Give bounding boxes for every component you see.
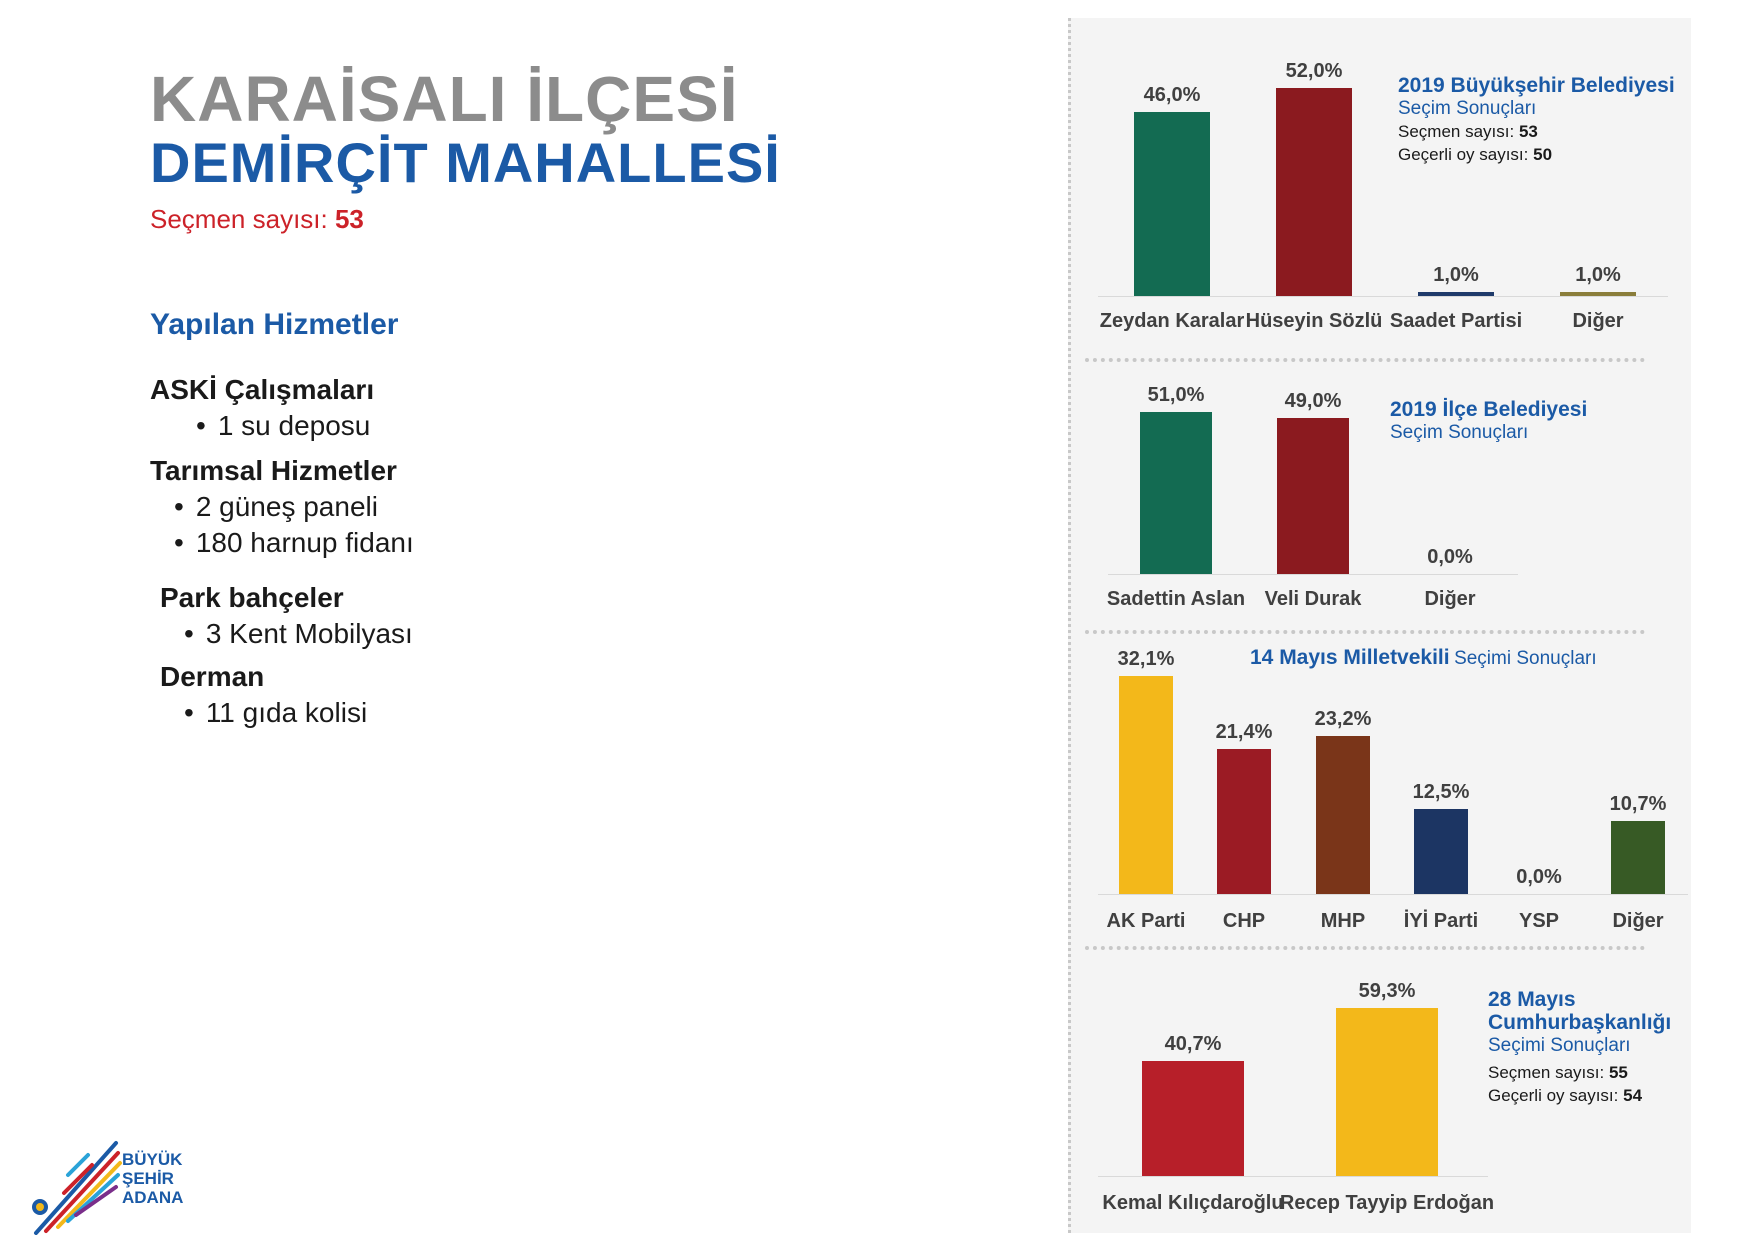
logo-line: ADANA (122, 1188, 184, 1207)
chart-baseline (1098, 296, 1668, 297)
legend-voters (1398, 120, 1675, 143)
chart-baseline (1108, 574, 1518, 575)
legend-valid (1488, 1084, 1671, 1107)
neighborhood-title: DEMİRÇİT MAHALLESİ (150, 131, 781, 194)
data-label: 46,0% (1143, 84, 1201, 106)
data-label: 1,0% (1433, 264, 1479, 286)
service-item: • 2 güneş paneli (174, 491, 378, 523)
bar-kemal-k-l-daro-lu (1142, 1061, 1244, 1176)
legend-valid (1398, 143, 1675, 166)
chart-baseline (1098, 894, 1688, 895)
legend-voters (1488, 1061, 1671, 1084)
category-label: Kemal Kılıçdaroğlu (1102, 1192, 1284, 1214)
category-label: Recep Tayyip Erdoğan (1279, 1192, 1495, 1214)
bar-mhp (1316, 736, 1370, 894)
legend-valid-label: Geçerli oy sayısı: (1398, 145, 1529, 164)
category-label: Saadet Partisi (1389, 310, 1523, 332)
bar-di-er (1611, 821, 1665, 894)
service-item: • 3 Kent Mobilyası (184, 618, 413, 650)
legend-voters-label: Seçmen sayısı: (1488, 1063, 1605, 1082)
category-label: CHP (1222, 910, 1266, 932)
legend-voters-value: 55 (1608, 1063, 1628, 1082)
bar-sadettin-aslan (1140, 412, 1212, 574)
legend-subtitle: Seçim Sonuçları (1390, 422, 1529, 443)
category-label: Diğer (1572, 310, 1624, 332)
legend-voters-label: Seçmen sayısı: (1398, 122, 1515, 141)
logo-text (122, 1150, 183, 1207)
legend-valid-label: Geçerli oy sayısı: (1488, 1086, 1619, 1105)
data-label: 23,2% (1314, 708, 1372, 730)
category-label: Diğer (1612, 910, 1664, 932)
legend-voters-value: 53 (1518, 122, 1538, 141)
section-divider (1085, 630, 1645, 634)
voter-count (150, 204, 364, 235)
legend-title: 2019 İlçe Belediyesi (1390, 398, 1588, 421)
district-title: KARAİSALI İLÇESİ (150, 63, 739, 135)
service-heading-park: Park bahçeler (160, 582, 344, 613)
data-label: 59,3% (1358, 980, 1416, 1002)
category-label: İYİ Parti (1403, 910, 1479, 932)
logo-line: BÜYÜK (122, 1150, 183, 1169)
category-label: MHP (1320, 910, 1366, 932)
legend-valid-value: 54 (1623, 1086, 1643, 1105)
chart-legend (1250, 646, 1597, 670)
legend-title: 28 Mayıs (1488, 988, 1576, 1011)
legend-subtitle: Seçim Sonuçları (1398, 98, 1537, 119)
logo-line: ŞEHİR (122, 1169, 174, 1188)
bar-zeydan-karalar (1134, 112, 1210, 296)
voter-count-label: Seçmen sayısı: (150, 204, 328, 234)
legend-title: 2019 Büyükşehir Belediyesi (1398, 74, 1675, 97)
bar-veli-durak (1277, 418, 1349, 574)
service-heading-tarim: Tarımsal Hizmetler (150, 455, 397, 486)
bar-h-seyin-s-zl- (1276, 88, 1352, 296)
data-label: 40,7% (1164, 1033, 1222, 1055)
chart-legend (1488, 988, 1671, 1107)
data-label: 0,0% (1516, 866, 1562, 888)
data-label: 10,7% (1609, 793, 1667, 815)
legend-valid-value: 50 (1533, 145, 1553, 164)
chart-baseline (1098, 1176, 1488, 1177)
data-label: 32,1% (1117, 648, 1175, 670)
category-label: YSP (1518, 910, 1560, 932)
legend-subtitle: Seçimi Sonuçları (1454, 648, 1597, 669)
buyuksehir-logo-icon (28, 1135, 128, 1235)
section-divider (1085, 358, 1645, 362)
chart-legend (1398, 74, 1675, 166)
voter-count-value: 53 (334, 204, 364, 234)
bar-ak-parti (1119, 676, 1173, 894)
data-label: 49,0% (1284, 390, 1342, 412)
chart-legend (1390, 398, 1587, 444)
data-label: 21,4% (1215, 721, 1273, 743)
category-label: Veli Durak (1264, 588, 1362, 610)
legend-title: Cumhurbaşkanlığı (1488, 1011, 1672, 1034)
legend-subtitle: Seçimi Sonuçları (1488, 1035, 1631, 1056)
data-label: 51,0% (1147, 384, 1205, 406)
legend-title: 14 Mayıs Milletvekili (1250, 646, 1450, 669)
data-label: 1,0% (1575, 264, 1621, 286)
category-label: Diğer (1424, 588, 1476, 610)
service-item: • 11 gıda kolisi (184, 697, 367, 729)
service-item: • 180 harnup fidanı (174, 527, 414, 559)
bar-i-yi-parti (1414, 809, 1468, 894)
bar-chp (1217, 749, 1271, 894)
data-label: 52,0% (1285, 60, 1343, 82)
category-label: AK Parti (1106, 910, 1186, 932)
service-heading-derman: Derman (160, 661, 265, 692)
services-title: Yapılan Hizmetler (150, 308, 399, 341)
category-label: Sadettin Aslan (1106, 588, 1246, 610)
category-label: Hüseyin Sözlü (1245, 310, 1383, 332)
service-heading-aski: ASKİ Çalışmaları (150, 374, 375, 405)
category-label: Zeydan Karalar (1099, 310, 1245, 332)
bar-recep-tayyip-erdo-an (1336, 1008, 1438, 1176)
service-item: • 1 su deposu (196, 410, 370, 442)
data-label: 0,0% (1427, 546, 1473, 568)
data-label: 12,5% (1412, 781, 1470, 803)
section-divider (1085, 946, 1645, 950)
